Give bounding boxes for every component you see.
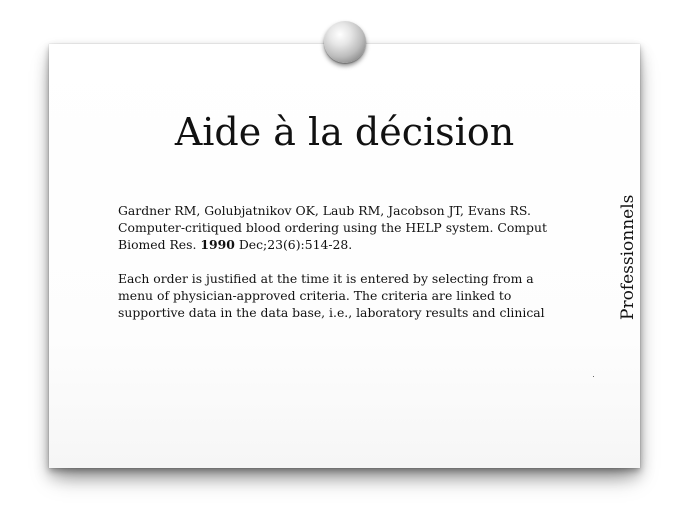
- side-label: Professionnels: [618, 194, 638, 320]
- description-paragraph: Each order is justified at the time it is entered by selecting from a menu of physician-approved criteria. The criteria are linked to supportive data in the data base, i.e., laboratory results and clinical: [118, 271, 545, 320]
- citation-authors: Gardner RM, Golubjatnikov OK, Laub RM, Jacobson JT, Evans RS. Computer-critiqued blood ordering using the HELP system. Comput Biomed Res.: [118, 203, 547, 252]
- citation-text: [118, 202, 593, 253]
- citation-details: Dec;23(6):514-28.: [234, 237, 353, 252]
- slide-body: [118, 202, 593, 338]
- citation-year: 1990: [200, 237, 235, 252]
- pushpin-icon: [324, 21, 366, 63]
- slide-title: Aide à la décision: [174, 110, 515, 154]
- stray-dot: [593, 376, 594, 377]
